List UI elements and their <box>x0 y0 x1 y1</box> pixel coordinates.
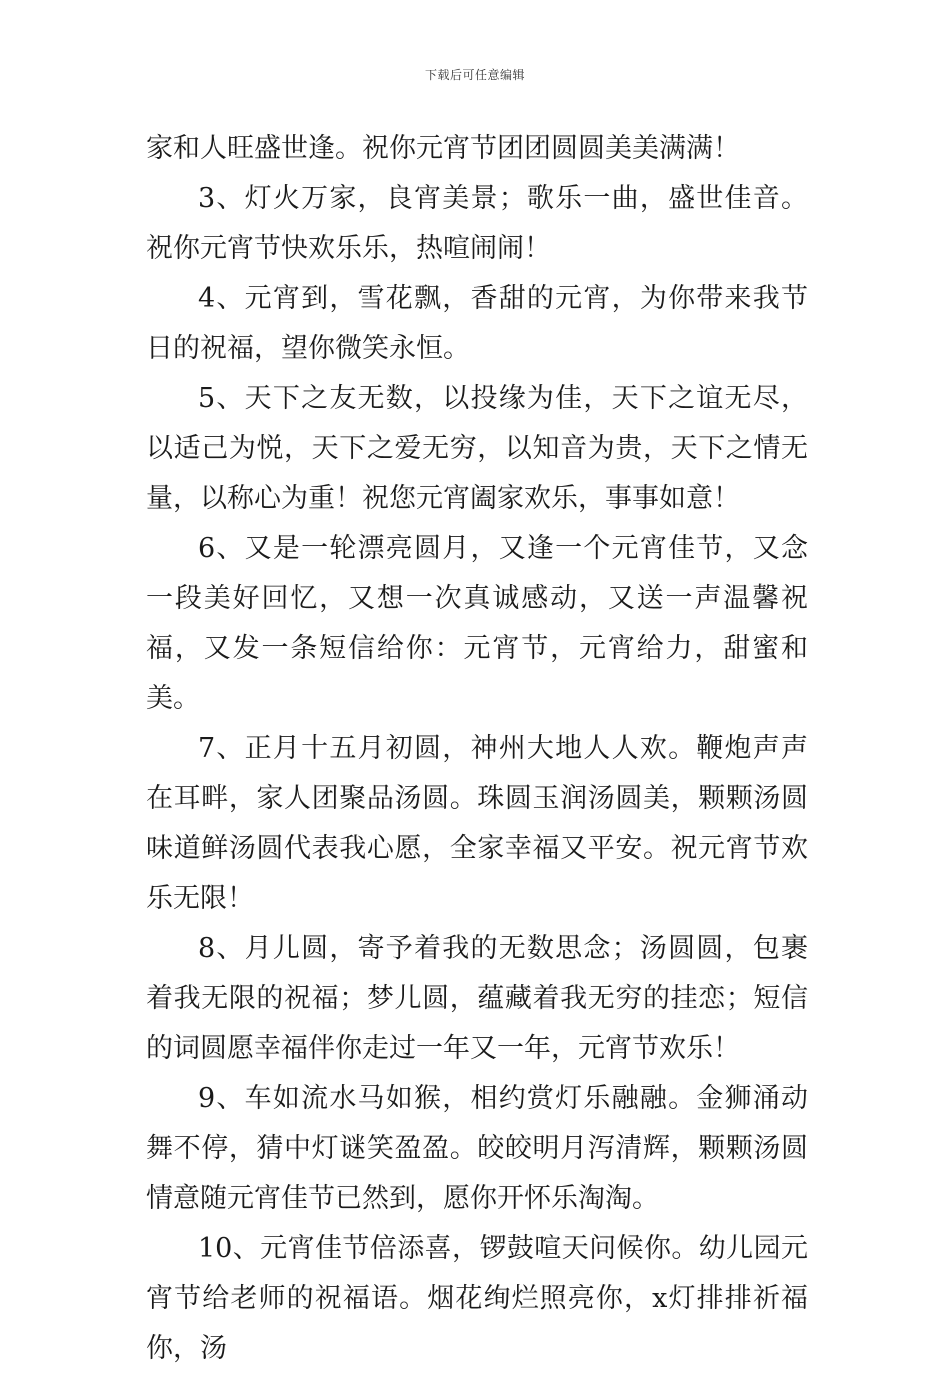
page-header: 下载后可任意编辑 <box>424 68 525 82</box>
document-body <box>146 124 808 1374</box>
paragraph-item-10: 10、元宵佳节倍添喜，锣鼓喧天问候你。幼儿园元宵节给老师的祝福语。烟花绚烂照亮你，x灯排排祈福你，汤 <box>146 1233 808 1364</box>
paragraph-item-3: 3、灯火万家，良宵美景；歌乐一曲，盛世佳音。祝你元宵节快欢乐乐，热喧闹闹！ <box>146 183 808 264</box>
paragraph-continuation: 家和人旺盛世逢。祝你元宵节团团圆圆美美满满！ <box>146 133 740 164</box>
paragraph-item-4: 4、元宵到，雪花飘，香甜的元宵，为你带来我节日的祝福，望你微笑永恒。 <box>146 283 808 364</box>
paragraph-item-9: 9、车如流水马如猴，相约赏灯乐融融。金狮涌动舞不停，猜中灯谜笑盈盈。皎皎明月泻清辉，颗颗汤圆情意随元宵佳节已然到，愿你开怀乐淘淘。 <box>146 1083 808 1214</box>
paragraph-item-6: 6、又是一轮漂亮圆月，又逢一个元宵佳节，又念一段美好回忆，又想一次真诚感动，又送一声温馨祝福，又发一条短信给你：元宵节，元宵给力，甜蜜和美。 <box>146 533 808 714</box>
paragraph-item-8: 8、月儿圆，寄予着我的无数思念；汤圆圆，包裹着我无限的祝福；梦儿圆，蕴藏着我无穷的挂恋；短信的词圆愿幸福伴你走过一年又一年，元宵节欢乐！ <box>146 933 808 1064</box>
paragraph-item-5: 5、天下之友无数，以投缘为佳，天下之谊无尽，以适己为悦，天下之爱无穷，以知音为贵，天下之情无量，以称心为重！祝您元宵阖家欢乐，事事如意！ <box>146 383 808 514</box>
paragraph-item-7: 7、正月十五月初圆，神州大地人人欢。鞭炮声声在耳畔，家人团聚品汤圆。珠圆玉润汤圆美，颗颗汤圆味道鲜汤圆代表我心愿，全家幸福又平安。祝元宵节欢乐无限！ <box>146 733 808 914</box>
